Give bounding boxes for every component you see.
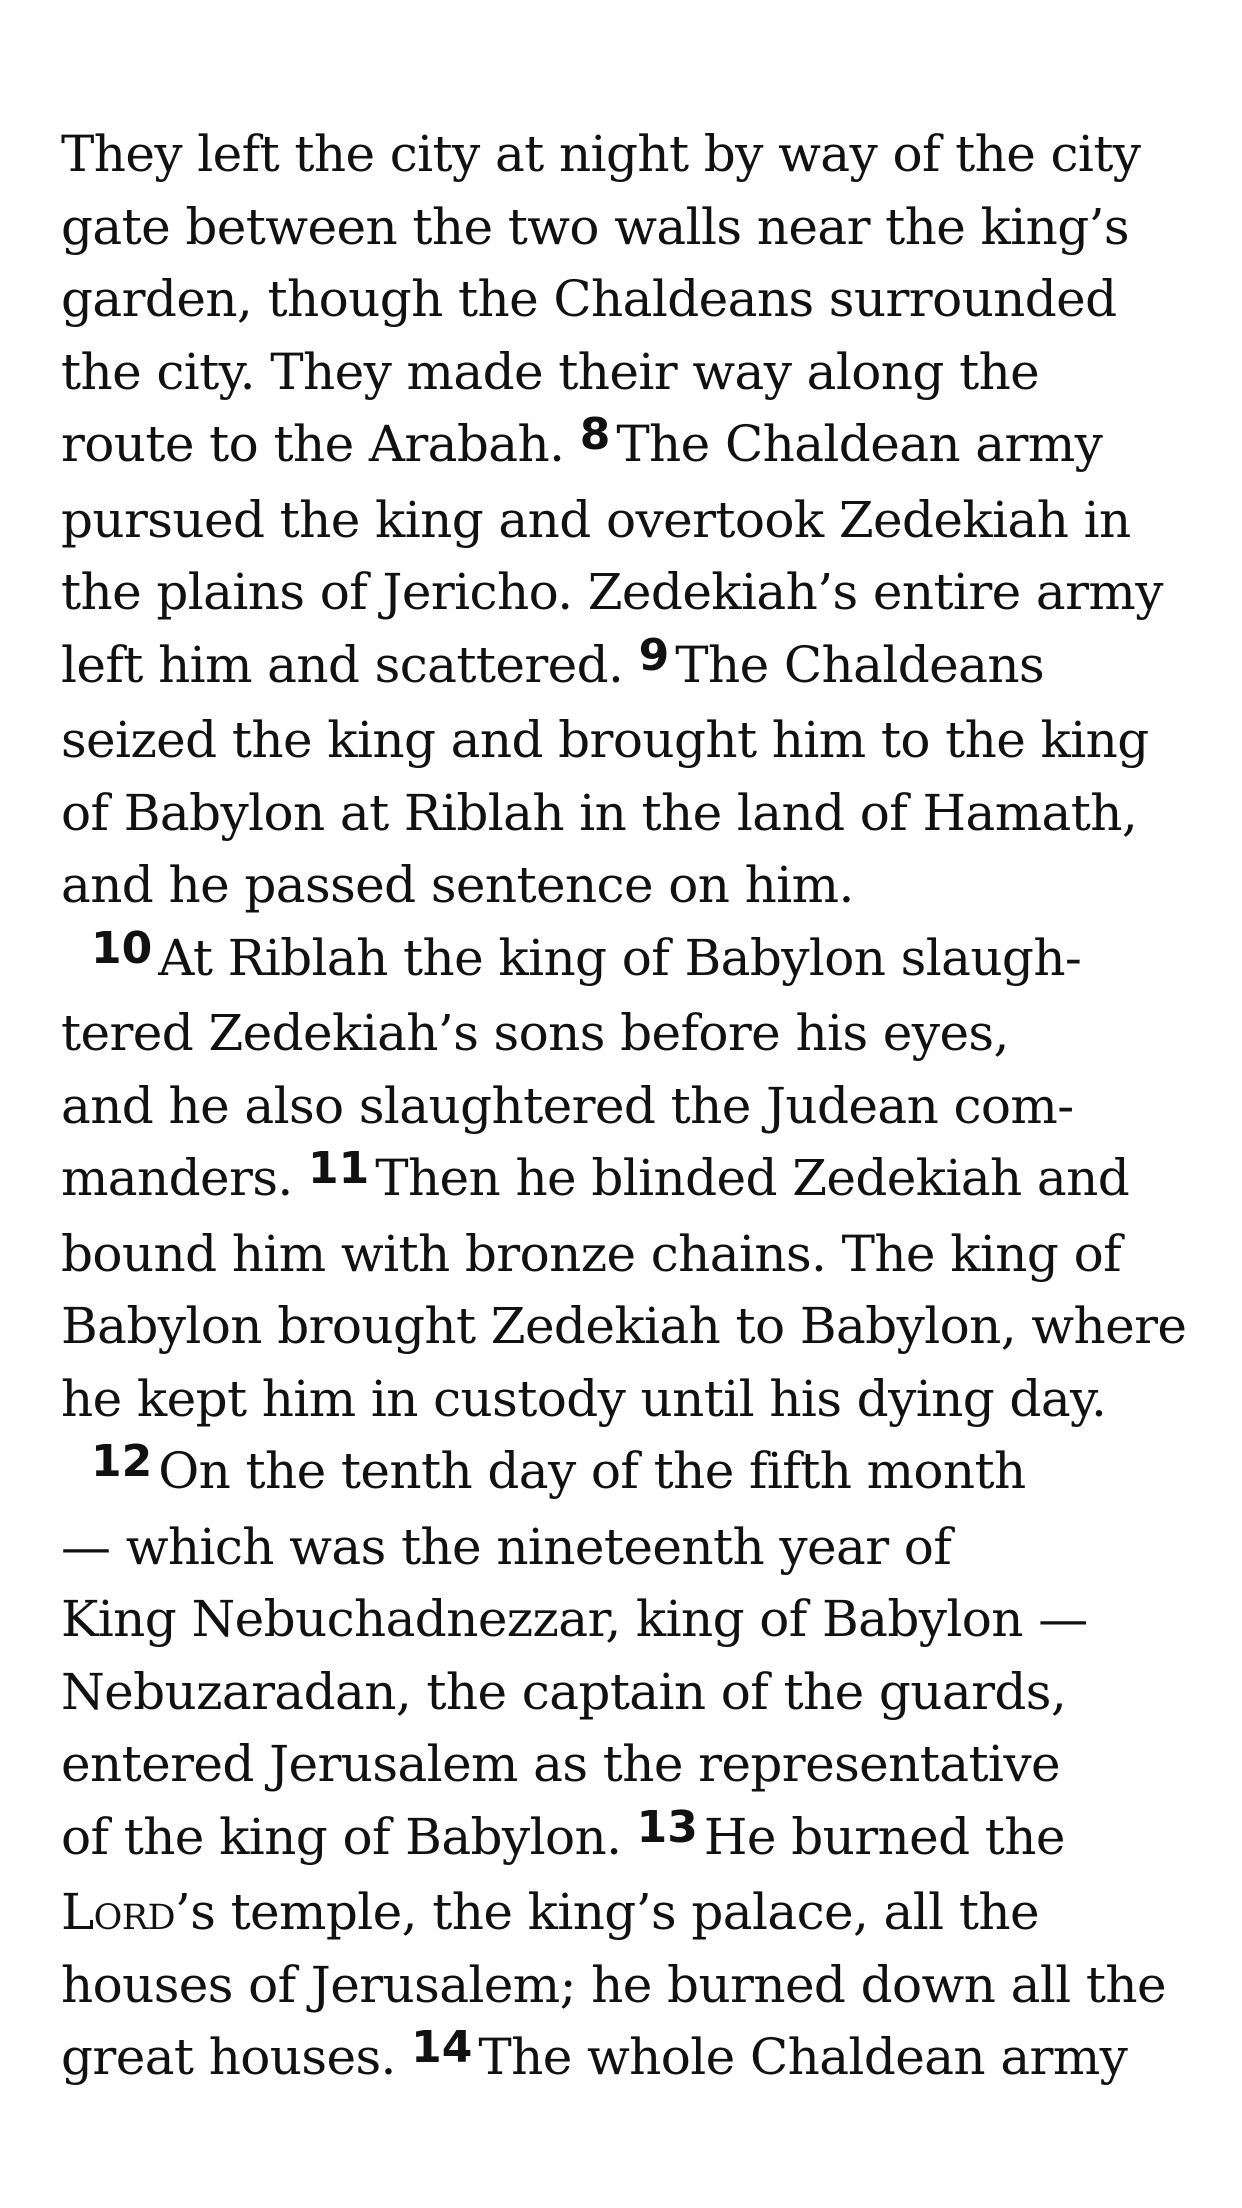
verse-number: 13 [636, 1801, 698, 1853]
text-line [61, 1142, 1201, 1218]
text-segment: The whole Chaldean army [478, 2028, 1128, 2086]
text-segment: Nebuzaradan, the captain of the guards, [61, 1662, 1067, 1721]
text-segment: pursued the king and overtook Zedekiah in [61, 490, 1131, 549]
text-segment: houses of Jerusalem; he burned down all the [61, 1955, 1167, 2014]
divine-name-smallcaps: Lord [61, 1883, 175, 1941]
text-segment: route to the Arabah. [61, 415, 580, 473]
text-line [61, 1949, 1201, 2022]
text-line [61, 1583, 1201, 1656]
text-line [61, 1070, 1201, 1143]
text-line [61, 1218, 1201, 1291]
verse-number: 11 [307, 1143, 370, 1194]
text-segment: bound him with bronze chains. The king of [61, 1224, 1122, 1283]
text-segment: tered Zedekiah’s sons before his eyes, [61, 1004, 1009, 1062]
verse-number: 14 [411, 2022, 473, 2073]
text-line [61, 777, 1201, 850]
text-line [61, 704, 1201, 777]
text-line [61, 997, 1201, 1070]
text-line [61, 629, 1201, 705]
text-segment: entered Jerusalem as the representative [61, 1735, 1060, 1793]
text-line [61, 1876, 1201, 1949]
text-segment: He burned the [703, 1807, 1065, 1866]
text-segment: left him and scattered. [61, 635, 639, 694]
verse-number: 10 [91, 922, 153, 974]
text-line [61, 1290, 1201, 1363]
text-line [61, 118, 1201, 191]
text-line [61, 1728, 1201, 1801]
text-line [61, 484, 1201, 557]
text-line [61, 1511, 1201, 1584]
text-segment: The Chaldean army [616, 415, 1103, 473]
verse-number: 9 [638, 629, 670, 681]
text-segment: ’s temple, the king’s palace, all the [174, 1883, 1039, 1941]
text-segment: and he also slaughtered the Judean com- [61, 1076, 1074, 1135]
text-segment: the plains of Jericho. Zedekiah’s entire army [61, 563, 1163, 621]
text-segment: The Chaldeans [675, 635, 1045, 694]
text-line [61, 849, 1201, 922]
text-line [61, 1363, 1201, 1436]
text-segment: manders. [61, 1149, 308, 1207]
text-segment: he kept him in custody until his dying day. [61, 1369, 1107, 1428]
text-segment: Then he blinded Zedekiah and [375, 1149, 1130, 1207]
text-segment: gate between the two walls near the king’s [61, 197, 1129, 256]
text-segment: of Babylon at Riblah in the land of Hamath, [61, 783, 1138, 842]
text-segment: garden, though the Chaldeans surrounded [61, 270, 1117, 328]
verse-number: 12 [91, 1436, 153, 1487]
text-segment: At Riblah the king of Babylon slaugh- [158, 928, 1082, 987]
text-segment: of the king of Babylon. [61, 1807, 637, 1866]
text-line [61, 1656, 1201, 1729]
text-line [61, 191, 1201, 264]
text-segment: the city. They made their way along the [61, 342, 1040, 401]
text-segment: King Nebuchadnezzar, king of Babylon — [61, 1590, 1088, 1648]
text-line [61, 408, 1201, 484]
text-line [61, 556, 1201, 629]
text-line [61, 1435, 1201, 1511]
text-line [61, 336, 1201, 409]
text-segment: — which was the nineteenth year of [61, 1517, 952, 1576]
verse-number: 8 [579, 409, 611, 460]
text-segment: and he passed sentence on him. [61, 856, 854, 914]
text-line [61, 2021, 1201, 2097]
text-segment: On the tenth day of the fifth month [158, 1442, 1026, 1500]
text-line [61, 1801, 1201, 1877]
text-segment: Babylon brought Zedekiah to Babylon, where [61, 1297, 1187, 1355]
text-segment: great houses. [61, 2028, 412, 2086]
text-segment: They left the city at night by way of the city [61, 125, 1141, 183]
text-line [61, 263, 1201, 336]
text-line [61, 922, 1201, 998]
text-segment: seized the king and brought him to the king [61, 711, 1149, 769]
passage-text [61, 118, 1201, 2097]
